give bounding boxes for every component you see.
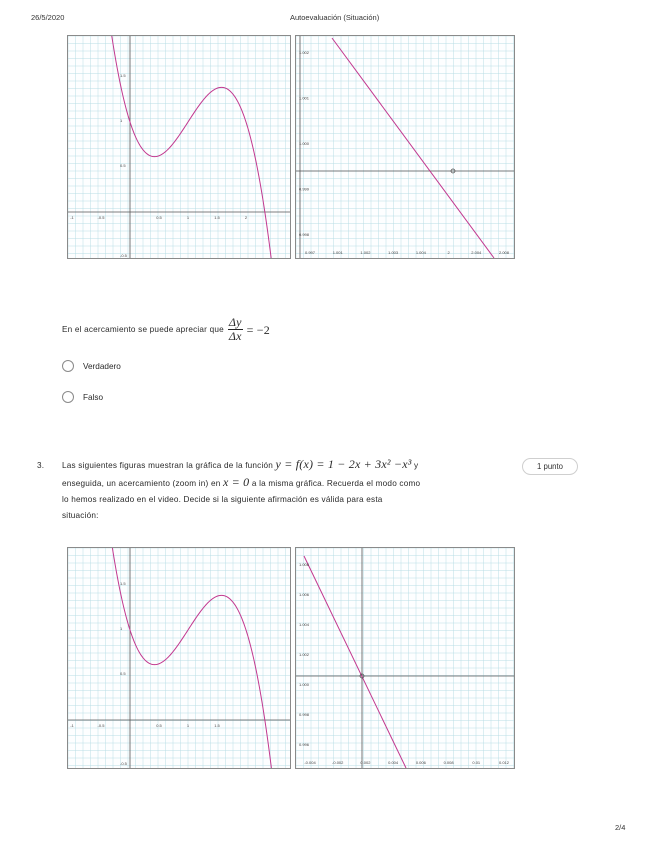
delta-fraction xyxy=(228,316,243,343)
fraction-numerator: Δy xyxy=(228,315,242,329)
print-date: 26/5/2020 xyxy=(31,13,65,22)
y-tick-label: 0.999 xyxy=(299,186,310,192)
y-tick-label: 1 xyxy=(120,118,123,123)
x-tick-label: -1 xyxy=(70,215,74,220)
x-tick-label: 2 xyxy=(244,215,248,220)
option-falso[interactable] xyxy=(62,391,103,403)
x-tick-label: 1.002 xyxy=(360,250,371,255)
y-tick-label: 0.5 xyxy=(120,163,126,168)
q3-text xyxy=(62,456,512,524)
y-tick-label: 1.008 xyxy=(299,562,310,567)
y-tick-label: 1.006 xyxy=(299,592,310,597)
zoom-point: x = 0 xyxy=(222,475,250,489)
q3-line-2 xyxy=(62,474,512,492)
x-tick-label: 2.004 xyxy=(471,250,482,255)
points-badge: 1 punto xyxy=(522,458,578,475)
y-tick-label: -0.5 xyxy=(120,761,127,766)
q2-statement-prefix: En el acercamiento se puede apreciar que xyxy=(62,324,224,334)
y-tick-label: 1.000 xyxy=(299,141,310,146)
y-tick-label: 1.5 xyxy=(120,73,126,78)
y-tick-label: -0.5 xyxy=(120,253,127,258)
x-tick-label: 1.5 xyxy=(214,215,220,220)
function-curve xyxy=(304,556,406,768)
x-tick-label: 2 xyxy=(447,250,450,255)
q3-line-1 xyxy=(62,456,512,474)
radio-circle-icon[interactable] xyxy=(62,391,74,403)
option-label: Verdadero xyxy=(83,361,121,371)
q2-statement-suffix: = −2 xyxy=(246,322,270,337)
x-tick-label: -1 xyxy=(70,723,74,728)
x-tick-label: -0.5 xyxy=(97,215,105,220)
q3-line-3: lo hemos realizado en el video. Decide si la siguiente afirmación es válida para esta xyxy=(62,495,383,504)
x-tick-label: 1.003 xyxy=(388,250,399,255)
q3-line2-post: a la misma gráfica. Recuerda el modo como xyxy=(251,479,421,488)
radio-circle-icon[interactable] xyxy=(62,360,74,372)
x-tick-label: 2.008 xyxy=(498,250,510,255)
q3-line1-post: y xyxy=(414,461,419,470)
y-tick-label: 1 xyxy=(120,626,123,631)
y-tick-label: 1.004 xyxy=(299,622,310,627)
q3-line2-text: enseguida, un acercamiento (zoom in) en xyxy=(62,479,221,488)
y-tick-label: 1.000 xyxy=(299,682,310,687)
y-tick-label: 1.002 xyxy=(299,652,310,657)
q3-number: 3. xyxy=(37,461,45,470)
x-tick-label: -0.004 xyxy=(304,760,316,765)
graph-zoom-bottom xyxy=(295,547,515,769)
y-tick-label: 1.001 xyxy=(299,95,310,101)
y-tick-label: 0.998 xyxy=(299,232,310,237)
q2-statement xyxy=(62,316,270,343)
function-formula: y = f(x) = 1 − 2x + 3x² −x³ xyxy=(275,457,412,471)
function-curve xyxy=(68,36,290,258)
y-tick-label: 0.996 xyxy=(299,742,310,747)
q3-line-4: situación: xyxy=(62,511,99,520)
x-tick-label: 0.006 xyxy=(415,760,426,765)
function-curve xyxy=(68,548,290,768)
fraction-denominator: Δx xyxy=(228,329,242,343)
y-tick-label: 0.998 xyxy=(299,712,310,717)
x-tick-label: 0.997 xyxy=(304,250,316,255)
page-number: 2/4 xyxy=(615,823,626,832)
x-tick-label: 0.008 xyxy=(443,760,454,765)
x-tick-label: 1.001 xyxy=(332,250,343,255)
y-tick-label: 1.002 xyxy=(299,50,310,55)
y-tick-label: 1.5 xyxy=(120,581,126,586)
option-verdadero[interactable] xyxy=(62,360,121,372)
x-tick-label: 1 xyxy=(186,723,190,728)
x-tick-label: 0.002 xyxy=(360,760,371,765)
x-tick-label: -0.002 xyxy=(332,760,344,765)
x-tick-label: -0.5 xyxy=(97,723,105,728)
x-tick-label: 1.004 xyxy=(415,250,426,255)
graph-function-bottom xyxy=(67,547,291,769)
x-tick-label: 0.012 xyxy=(498,760,510,765)
q3-line1-text: Las siguientes figuras muestran la gráfica de la función xyxy=(62,461,273,470)
function-curve xyxy=(332,38,494,258)
graph-function-top xyxy=(67,35,291,259)
y-tick-label: 0.5 xyxy=(120,671,126,676)
option-label: Falso xyxy=(83,392,104,402)
x-tick-label: 0.5 xyxy=(156,215,162,220)
graph-zoom-top xyxy=(295,35,515,259)
x-tick-label: 1.5 xyxy=(214,723,220,728)
x-tick-label: 0.01 xyxy=(472,760,481,765)
x-tick-label: 0.5 xyxy=(156,723,162,728)
x-tick-label: 0.004 xyxy=(388,760,399,765)
page-title: Autoevaluación (Situación) xyxy=(290,13,380,22)
x-tick-label: 1 xyxy=(186,215,190,220)
